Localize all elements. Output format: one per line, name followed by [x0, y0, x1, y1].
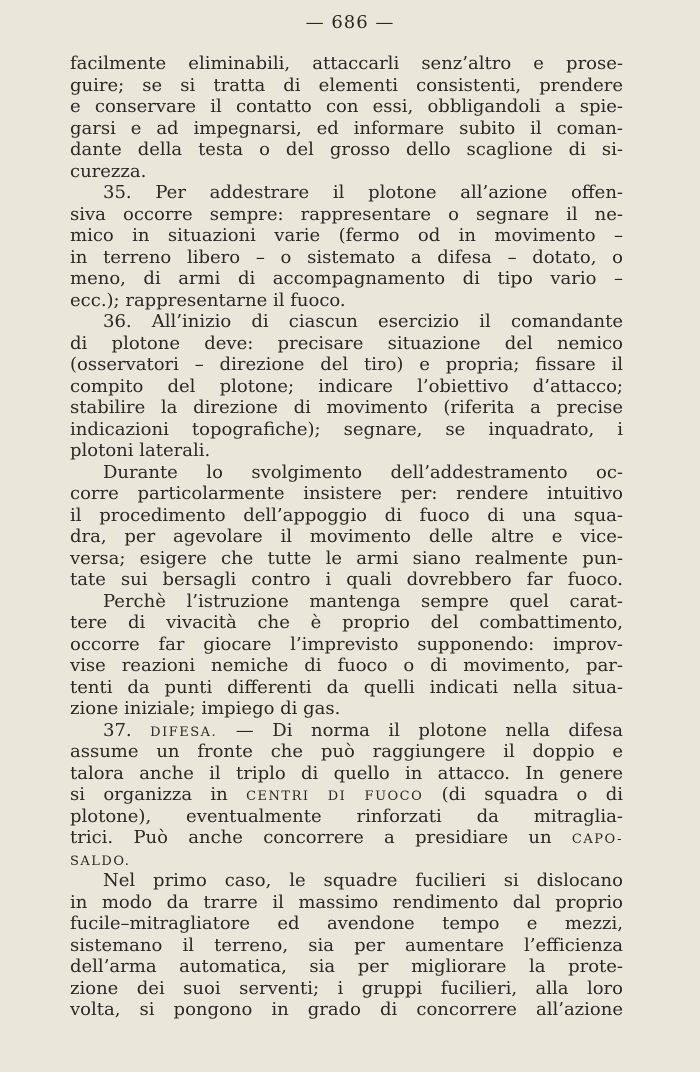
text-line: [70, 118, 623, 140]
text-line: [70, 526, 623, 548]
text-line: [70, 849, 623, 871]
text-run: (osservatori – direzione del tiro) e propria; fissare il: [70, 354, 623, 375]
text-line: [70, 935, 623, 957]
text-line: [70, 612, 623, 634]
text-run: fucile–mitragliatore ed avendone tempo e mezzi,: [70, 913, 623, 934]
text-line: [70, 806, 623, 828]
text-line: [70, 483, 623, 505]
text-run: Nel primo caso, le squadre fucilieri si dislocano: [103, 870, 623, 891]
text-run: Durante lo svolgimento dell’addestramento oc-: [103, 461, 623, 483]
text-run: stabilire la direzione di movimento (riferita a precise: [70, 397, 623, 418]
text-run: si organizza in: [70, 784, 247, 805]
text-line: [70, 268, 623, 290]
text-run: tere di vivacità che è proprio del combattimento,: [70, 612, 623, 633]
text-line: [70, 870, 623, 892]
text-line: [70, 913, 623, 935]
text-run: compito del plotone; indicare l’obiettivo d’attacco;: [70, 375, 623, 397]
text-line: [70, 354, 623, 376]
text-line: [70, 956, 623, 978]
text-run: ecc.); rappresentarne il fuoco.: [70, 289, 346, 311]
text-line: [70, 892, 623, 914]
small-caps-run: SALDO.: [70, 853, 131, 869]
text-run: tate sui bersagli contro i quali dovrebbero far fuoco.: [70, 569, 623, 590]
text-run: in terreno libero – o sistemato a difesa – dotato, o: [70, 246, 623, 268]
text-run: tenti da punti differenti da quelli indicati nella situa-: [70, 676, 623, 698]
text-run: corre particolarmente insistere per: rendere intuitivo: [70, 483, 623, 504]
text-run: di plotone deve: precisare situazione del nemico: [70, 332, 623, 354]
text-run: facilmente eliminabili, attaccarli senz’altro e prose-: [70, 53, 623, 74]
text-run: mico in situazioni varie (fermo od in movimento –: [70, 225, 623, 246]
text-run: (di squadra o di: [423, 784, 623, 805]
text-run: 36. All’inizio di ciascun esercizio il comandante: [103, 311, 623, 332]
text-line: [70, 161, 623, 183]
text-run: guire; se si tratta di elementi consistenti, prendere: [70, 74, 623, 96]
text-run: occorre far giocare l’imprevisto supponendo: improv-: [70, 633, 623, 655]
text-run: volta, si pongono in grado di concorrere all’azione: [70, 999, 623, 1020]
text-run: meno, di armi di accompagnamento di tipo vario –: [70, 268, 623, 289]
text-line: [70, 784, 623, 806]
text-run: dell’arma automatica, sia per migliorare la prote-: [70, 956, 623, 977]
text-line: [70, 462, 623, 484]
text-run: il procedimento dell’appoggio di fuoco di una squa-: [70, 504, 623, 526]
text-line: [70, 376, 623, 398]
text-run: e conservare il contatto con essi, obbligandoli a spie-: [70, 96, 623, 117]
text-run: zione dei suoi serventi; i gruppi fucilieri, alla loro: [70, 977, 623, 999]
text-run: 37.: [103, 719, 151, 741]
text-run: vise reazioni nemiche di fuoco o di movimento, par-: [70, 655, 623, 676]
text-run: talora anche il triplo di quello in attacco. In genere: [70, 762, 623, 784]
text-line: [70, 53, 623, 75]
text-line: [70, 247, 623, 269]
text-line: [70, 96, 623, 118]
text-line: [70, 999, 623, 1021]
text-run: — Di norma il plotone nella difesa: [217, 719, 623, 741]
page-number: — 686 —: [305, 12, 395, 33]
text-run: plotone), eventualmente rinforzati da mitraglia-: [70, 805, 623, 827]
text-run: trici. Può anche concorrere a presidiare un: [70, 827, 572, 848]
text-run: 35. Per addestrare il plotone all’azione offen-: [103, 182, 623, 203]
text-line: [70, 139, 623, 161]
text-run: sistemano il terreno, sia per aumentare l’efficienza: [70, 934, 623, 956]
text-line: [70, 591, 623, 613]
text-line: [70, 290, 623, 312]
text-line: [70, 720, 623, 742]
text-line: [70, 505, 623, 527]
text-run: curezza.: [70, 160, 147, 182]
text-run: dante della testa o del grosso dello scaglione di si-: [70, 139, 623, 160]
text-line: [70, 333, 623, 355]
text-line: [70, 419, 623, 441]
text-run: garsi e ad impegnarsi, ed informare subito il coman-: [70, 117, 623, 139]
text-line: [70, 225, 623, 247]
text-run: siva occorre sempre: rappresentare o segnare il ne-: [70, 203, 623, 225]
text-line: [70, 827, 623, 849]
text-line: [70, 311, 623, 333]
text-line: [70, 655, 623, 677]
text-line: [70, 569, 623, 591]
text-line: [70, 182, 623, 204]
text-line: [70, 548, 623, 570]
small-caps-run: DIFESA.: [150, 724, 218, 740]
text-line: [70, 978, 623, 1000]
text-run: Perchè l’istruzione mantenga sempre quel carat-: [103, 590, 623, 612]
text-line: [70, 75, 623, 97]
body-text: [70, 53, 623, 1021]
text-line: [70, 397, 623, 419]
text-line: [70, 204, 623, 226]
text-run: zione iniziale; impiego di gas.: [70, 698, 341, 719]
text-run: indicazioni topografiche); segnare, se inquadrato, i: [70, 418, 623, 440]
text-run: plotoni laterali.: [70, 440, 211, 461]
small-caps-run: CENTRI DI FUOCO: [246, 789, 424, 804]
text-run: assume un fronte che può raggiungere il doppio e: [70, 741, 623, 762]
text-line: [70, 634, 623, 656]
text-line: [70, 741, 623, 763]
text-run: dra, per agevolare il movimento delle altre e vice-: [70, 526, 623, 547]
text-run: versa; esigere che tutte le armi siano realmente pun-: [70, 547, 623, 569]
text-line: [70, 698, 623, 720]
text-line: [70, 440, 623, 462]
text-line: [70, 763, 623, 785]
text-line: [70, 677, 623, 699]
small-caps-run: CAPO-: [571, 832, 623, 847]
text-run: in modo da trarre il massimo rendimento dal proprio: [70, 891, 623, 913]
